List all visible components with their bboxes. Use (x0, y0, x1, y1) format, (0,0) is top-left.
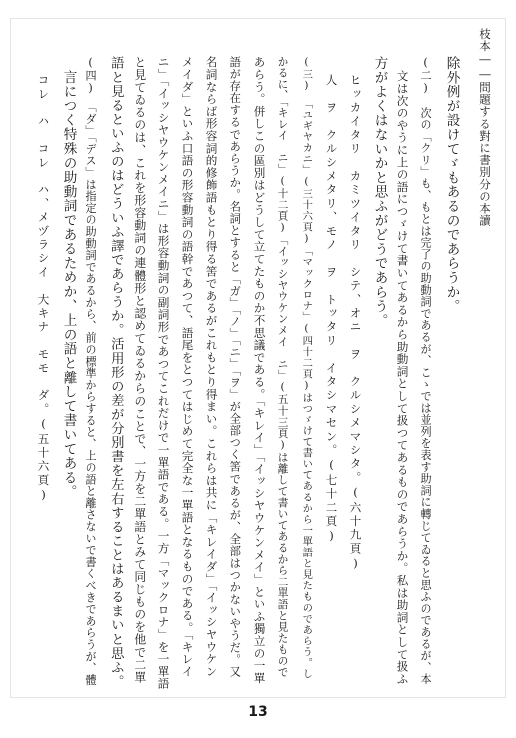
text-line-1: 除外例が設けてゞもあるのであらうか。 (443, 56, 460, 314)
text-line-7: あらう。併しこの區別はどうして立てたものか不思議である。「キレイ」「イッシヤウケンメイ」といふ獨立の一單 (252, 56, 267, 684)
example-line-3: コレ ハ コレ ハ、メヅラシイ 大キナ モモ ダ。(五十六頁) (36, 74, 51, 504)
text-line-2: (二) 次の「クリ」も、もとは完了の助動詞であるが、こゝでは並列を表す助詞に轉じてゐると思ふのであるが、本 (419, 56, 433, 686)
page-number: 13 (248, 704, 268, 720)
text-line-10: メイダ」といふ口語の形容動詞の語幹であつて、語尾をとつてはじめて完全な一單語となるものである。「キレイ (180, 56, 195, 678)
example-line-1: ヒッカイタリ カミツイタリ シテ、オニ ヲ クルシメマシタ。(六十九頁) (348, 74, 363, 573)
text-line-9: 名詞ならば形容詞的修飾語もとり得る筈であるがこれもとり得まい。これらは共に「キレイダ」「イッシヤウケン (204, 56, 219, 678)
text-line-12: と見てゐるのは、これを形容動詞の連體形と認めてゐるからのことで、一方を二單語とみて同じものを他で二單 (132, 56, 147, 684)
text-line-13: 語と見るといふのはどういふ譯であらうか。活用形の差が分別書を左右することはあるまいと思ふ。 (108, 56, 124, 689)
text-line-15: 言につく特殊の助動詞であるためか、上の語と離して書いてある。 (60, 70, 77, 499)
example-line-2: 人 ヲ クルシメタリ、モノ ヲ トッタリ イタシマセン。(七十二頁) (324, 74, 339, 545)
text-line-5: (三) 「ユギヤカニ」(三十六頁)「マックロナ」(四十二頁)はつゞけて書いてあるから一單語と見たものであらう。し (300, 56, 313, 680)
text-line-6: かるに、「キレイ ニ」(十二頁)「イッシヤウケンメイ ニ」(五十三頁)は離して書いてあるから二單語と見たもので (276, 56, 289, 678)
running-header: 枝本――問題する對に書別分の本讀 (478, 28, 492, 227)
text-line-11: ニ」「イッシヤウケンメイニ」は形容動詞の副詞形であつてこれだけで一單語である。一方「マックロナ」を一單語 (156, 56, 171, 690)
text-line-3: 文は次のやうに上の語につゞけて書いてあるから助動詞として扱つてあるものであらうか。私は助詞として扱ふ (395, 70, 410, 685)
text-line-8: 語が存在するであらうか。名詞とすると「ガ」「ノ」「ニ」「ヲ」が全部つく筈であるが、全部はつかないやうだ。又 (228, 56, 243, 678)
text-line-14: (四) 「ダ」「デス」は指定の助動詞であるから、前の標準からすると、上の語と離さないで書くべきであらうが、體 (84, 56, 98, 686)
text-line-4: 方がよくはないかと思ふがどうであらう。 (371, 56, 388, 328)
